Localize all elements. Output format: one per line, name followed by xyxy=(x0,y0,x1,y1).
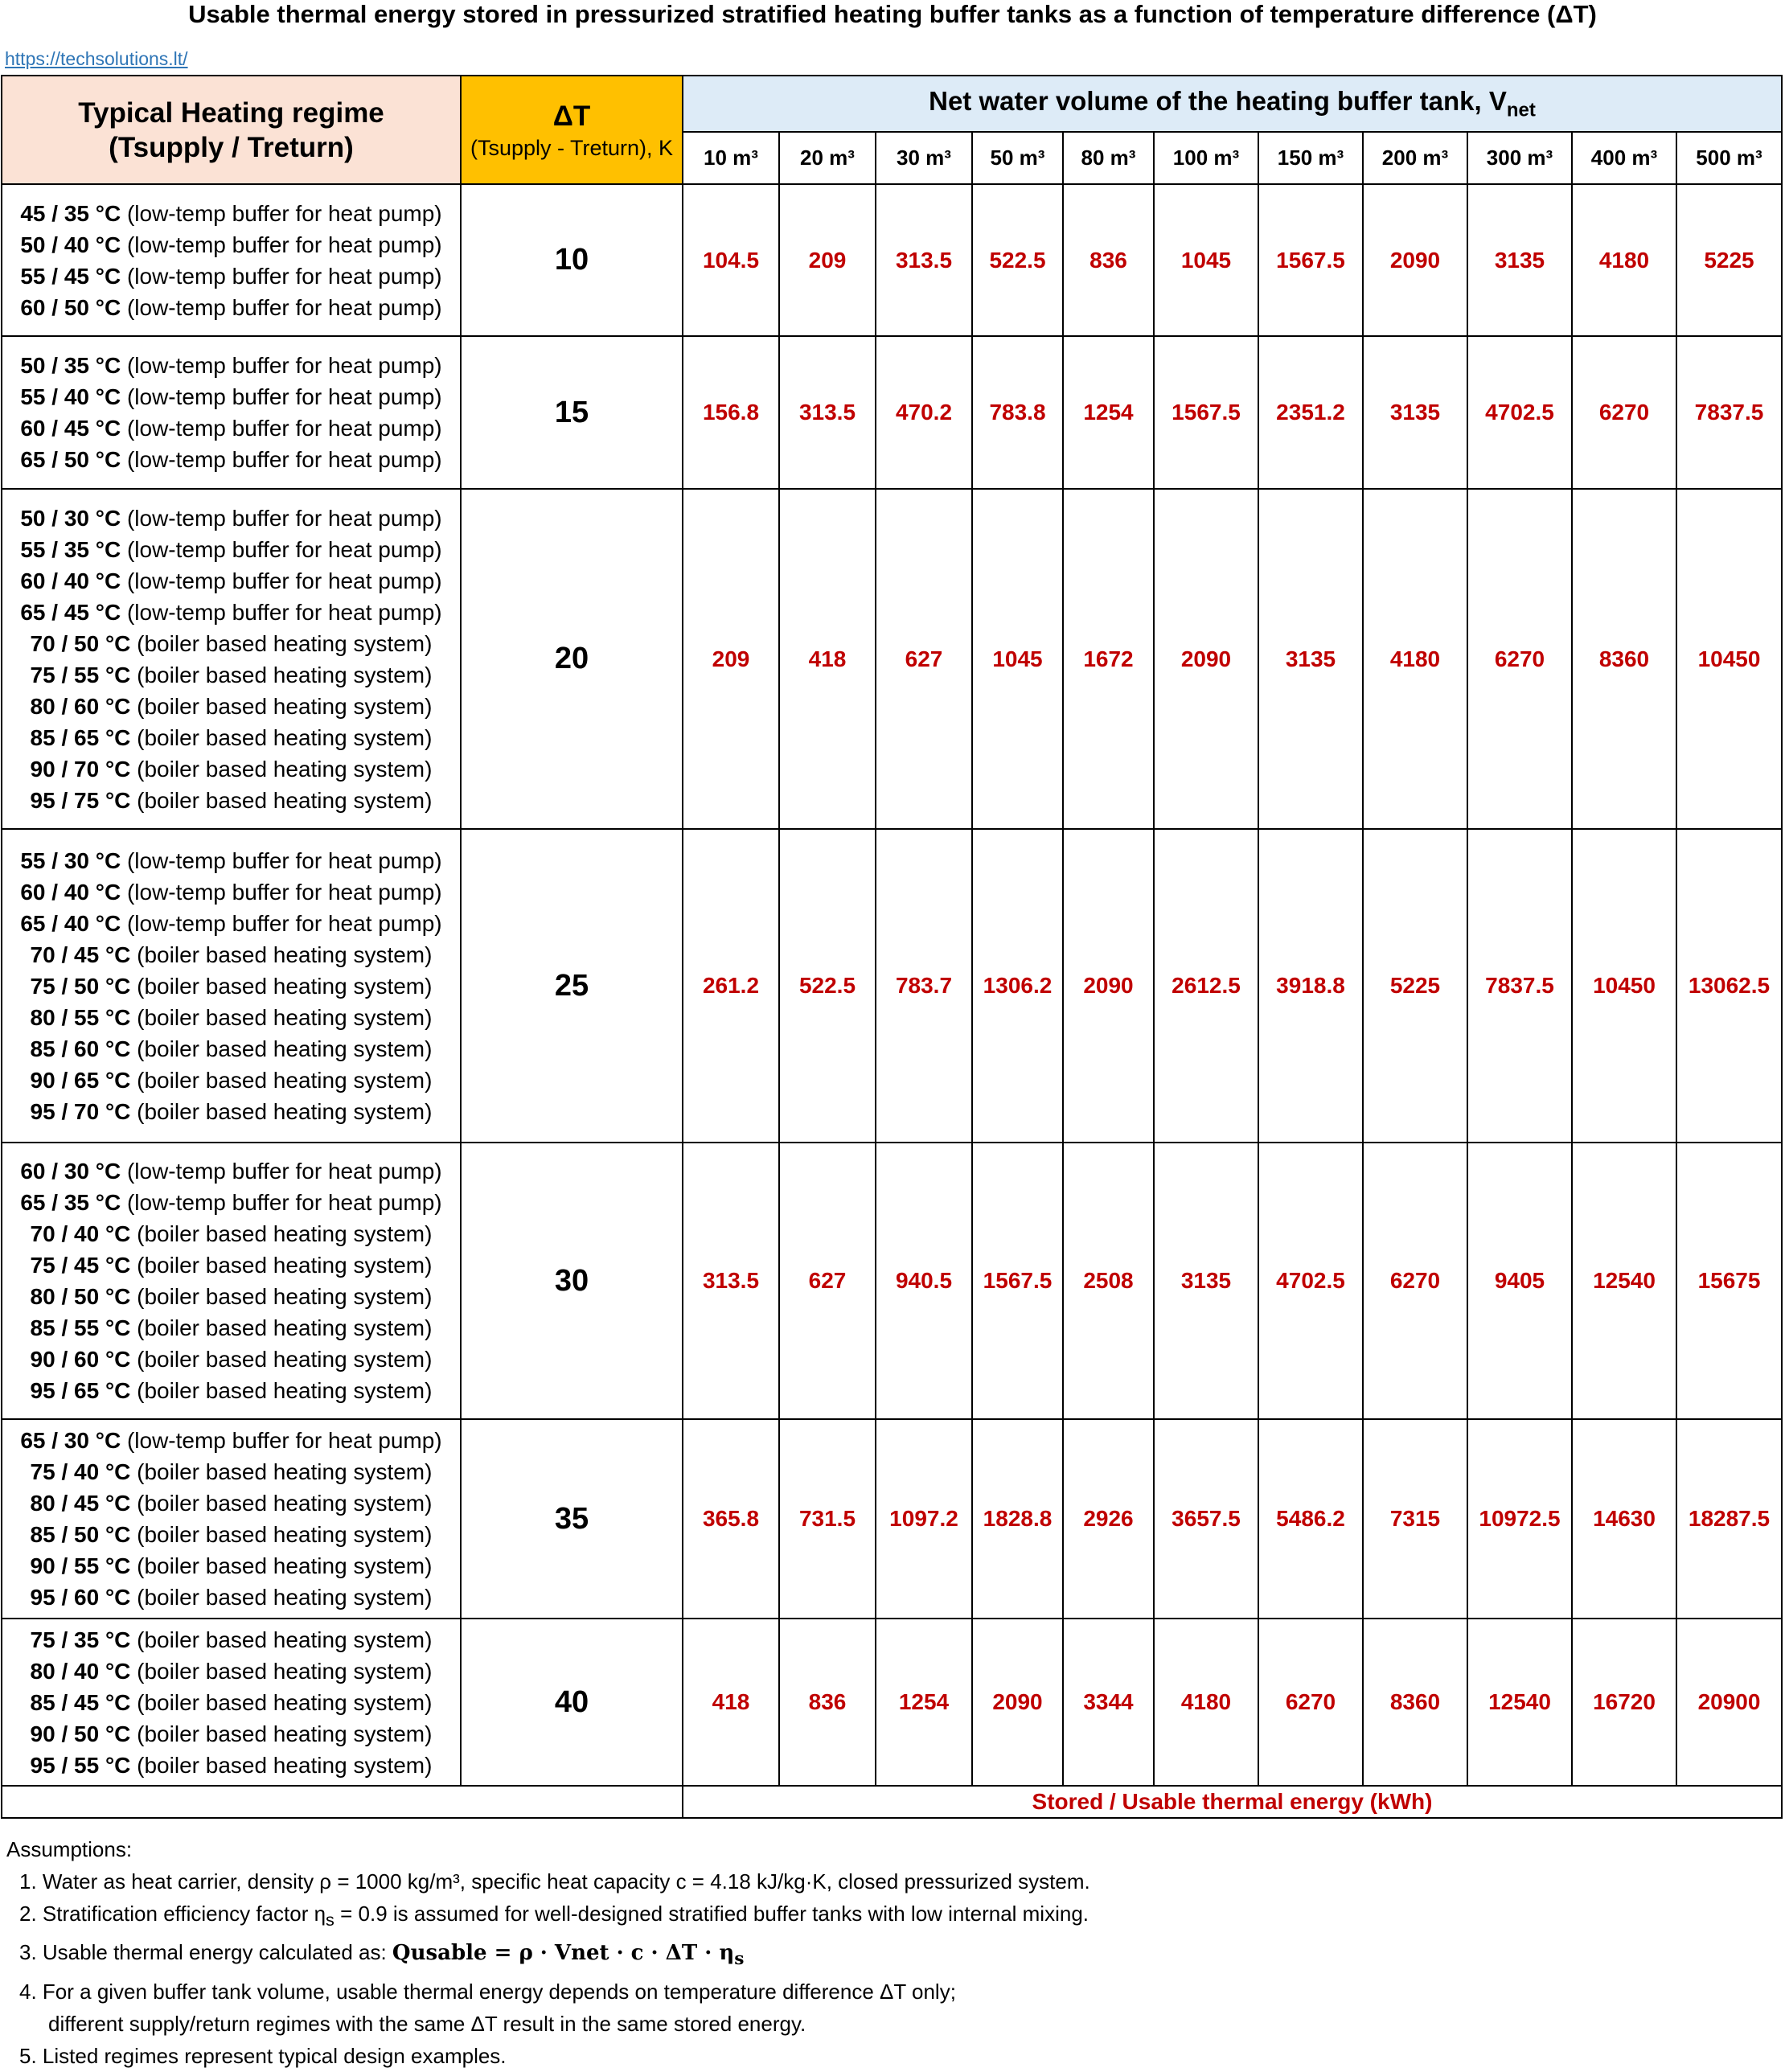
energy-value-cell: 313.5 xyxy=(683,1143,779,1419)
regime-description: (low-temp buffer for heat pump) xyxy=(121,910,442,936)
regime-description: (boiler based heating system) xyxy=(130,1347,433,1372)
energy-value-cell: 156.8 xyxy=(683,336,779,489)
energy-value-cell: 1567.5 xyxy=(1154,336,1258,489)
regime-line xyxy=(2,1065,460,1096)
regime-line xyxy=(2,198,460,229)
regime-description: (low-temp buffer for heat pump) xyxy=(121,599,442,625)
regime-header-line2: (Tsupply / Treturn) xyxy=(109,131,354,163)
energy-value-cell: 627 xyxy=(876,489,972,829)
table-row xyxy=(2,336,1782,489)
regime-line xyxy=(2,939,460,970)
regime-temperature: 80 / 60 °C xyxy=(30,693,131,719)
regime-temperature: 75 / 55 °C xyxy=(30,662,131,687)
regime-description: (low-temp buffer for heat pump) xyxy=(121,294,442,320)
regime-header-line1: Typical Heating regime xyxy=(78,96,384,129)
regime-temperature: 85 / 65 °C xyxy=(30,724,131,750)
regime-temperature: 95 / 70 °C xyxy=(30,1098,131,1124)
regime-temperature: 70 / 50 °C xyxy=(30,630,131,656)
regime-line xyxy=(2,753,460,785)
regime-description: (boiler based heating system) xyxy=(130,662,433,687)
regime-description: (boiler based heating system) xyxy=(130,1553,433,1578)
regime-header xyxy=(2,76,461,184)
energy-value-cell: 3135 xyxy=(1154,1143,1258,1419)
energy-value-cell: 12540 xyxy=(1467,1619,1572,1786)
regime-line xyxy=(2,659,460,691)
regime-description: (boiler based heating system) xyxy=(130,942,433,967)
energy-value-cell: 522.5 xyxy=(972,184,1063,336)
regime-description: (low-temp buffer for heat pump) xyxy=(121,447,442,472)
volume-header-cell: 400 m³ xyxy=(1572,132,1676,184)
formula-subscript: s xyxy=(734,1949,745,1970)
regime-line xyxy=(2,1487,460,1519)
energy-value-cell: 313.5 xyxy=(876,184,972,336)
energy-value-cell: 8360 xyxy=(1572,489,1676,829)
energy-value-cell: 13062.5 xyxy=(1676,829,1782,1143)
regime-line xyxy=(2,1519,460,1550)
energy-value-cell: 1567.5 xyxy=(972,1143,1063,1419)
regime-temperature: 95 / 60 °C xyxy=(30,1585,131,1610)
regime-description: (boiler based heating system) xyxy=(130,1067,433,1093)
regime-line xyxy=(2,1718,460,1750)
net-volume-subscript: net xyxy=(1506,99,1536,121)
regime-description: (boiler based heating system) xyxy=(130,1721,433,1746)
energy-value-cell: 627 xyxy=(779,1143,876,1419)
energy-value-cell: 18287.5 xyxy=(1676,1419,1782,1619)
table-row xyxy=(2,184,1782,336)
regime-line xyxy=(2,1656,460,1687)
energy-value-cell: 10450 xyxy=(1676,489,1782,829)
energy-value-cell: 261.2 xyxy=(683,829,779,1143)
regime-description: (boiler based heating system) xyxy=(130,1253,433,1278)
regime-description: (low-temp buffer for heat pump) xyxy=(121,1428,442,1453)
regime-description: (low-temp buffer for heat pump) xyxy=(121,1159,442,1184)
delta-t-cell: 35 xyxy=(461,1419,683,1619)
regime-temperature: 90 / 65 °C xyxy=(30,1067,131,1093)
energy-value-cell: 9405 xyxy=(1467,1143,1572,1419)
regime-temperature: 70 / 40 °C xyxy=(30,1221,131,1246)
volume-header-cell: 300 m³ xyxy=(1467,132,1572,184)
assumption-note-4: 4. For a given buffer tank volume, usable thermal energy depends on temperature difference ΔT only; xyxy=(19,1980,956,2004)
energy-value-cell: 2926 xyxy=(1063,1419,1154,1619)
assumption-note-2-text-end: = 0.9 is assumed for well-designed stratified buffer tanks with low internal mixing. xyxy=(334,1902,1089,1926)
delta-t-cell: 40 xyxy=(461,1619,683,1786)
regime-line xyxy=(2,845,460,876)
energy-value-cell: 3135 xyxy=(1363,336,1467,489)
delta-t-cell: 20 xyxy=(461,489,683,829)
regime-line xyxy=(2,381,460,412)
energy-value-cell: 1672 xyxy=(1063,489,1154,829)
regime-temperature: 65 / 45 °C xyxy=(20,599,121,625)
delta-t-cell: 25 xyxy=(461,829,683,1143)
energy-value-cell: 209 xyxy=(779,184,876,336)
regime-description: (boiler based heating system) xyxy=(130,630,433,656)
regime-temperature: 65 / 30 °C xyxy=(20,1428,121,1453)
regime-temperature: 65 / 50 °C xyxy=(20,447,121,472)
energy-value-cell: 5486.2 xyxy=(1258,1419,1363,1619)
energy-value-cell: 2508 xyxy=(1063,1143,1154,1419)
regime-list-cell xyxy=(2,1619,461,1786)
energy-value-cell: 7315 xyxy=(1363,1419,1467,1619)
regime-temperature: 45 / 35 °C xyxy=(20,200,121,226)
regime-description: (boiler based heating system) xyxy=(130,1752,433,1778)
energy-value-cell: 12540 xyxy=(1572,1143,1676,1419)
energy-value-cell: 10450 xyxy=(1572,829,1676,1143)
assumption-note-1: 1. Water as heat carrier, density ρ = 1000 kg/m³, specific heat capacity c = 4.18 kJ/kg·K, closed pressurized system. xyxy=(19,1869,1090,1894)
regime-temperature: 50 / 30 °C xyxy=(20,505,121,531)
regime-description: (boiler based heating system) xyxy=(130,756,433,782)
regime-temperature: 60 / 30 °C xyxy=(20,1159,121,1184)
energy-value-cell: 2090 xyxy=(1063,829,1154,1143)
energy-value-cell: 6270 xyxy=(1258,1619,1363,1786)
regime-line xyxy=(2,412,460,444)
energy-value-cell: 836 xyxy=(1063,184,1154,336)
regime-description: (low-temp buffer for heat pump) xyxy=(121,505,442,531)
regime-line xyxy=(2,628,460,659)
regime-line xyxy=(2,1456,460,1487)
energy-value-cell: 940.5 xyxy=(876,1143,972,1419)
regime-line xyxy=(2,1155,460,1187)
energy-value-cell: 104.5 xyxy=(683,184,779,336)
dt-header xyxy=(461,76,683,184)
energy-value-cell: 365.8 xyxy=(683,1419,779,1619)
regime-temperature: 85 / 60 °C xyxy=(30,1036,131,1061)
regime-description: (low-temp buffer for heat pump) xyxy=(121,263,442,289)
regime-line xyxy=(2,970,460,1002)
energy-value-cell: 14630 xyxy=(1572,1419,1676,1619)
regime-temperature: 95 / 65 °C xyxy=(30,1378,131,1403)
table-row xyxy=(2,1143,1782,1419)
regime-temperature: 55 / 45 °C xyxy=(20,263,121,289)
energy-value-cell: 783.7 xyxy=(876,829,972,1143)
regime-description: (low-temp buffer for heat pump) xyxy=(121,232,442,257)
delta-t-cell: 15 xyxy=(461,336,683,489)
energy-value-cell: 2090 xyxy=(972,1619,1063,1786)
regime-temperature: 80 / 40 °C xyxy=(30,1658,131,1684)
regime-line xyxy=(2,1002,460,1033)
energy-value-cell: 1045 xyxy=(1154,184,1258,336)
table-row xyxy=(2,829,1782,1143)
energy-value-cell: 209 xyxy=(683,489,779,829)
regime-list-cell xyxy=(2,184,461,336)
regime-temperature: 90 / 50 °C xyxy=(30,1721,131,1746)
volume-header-cell: 10 m³ xyxy=(683,132,779,184)
regime-description: (boiler based heating system) xyxy=(130,693,433,719)
regime-description: (boiler based heating system) xyxy=(130,1284,433,1309)
energy-value-cell: 783.8 xyxy=(972,336,1063,489)
energy-value-cell: 2090 xyxy=(1363,184,1467,336)
footer-blank-cell xyxy=(2,1786,683,1818)
energy-value-cell: 5225 xyxy=(1363,829,1467,1143)
regime-description: (boiler based heating system) xyxy=(130,1522,433,1547)
assumptions-heading: Assumptions: xyxy=(6,1837,133,1861)
regime-list-cell xyxy=(2,829,461,1143)
regime-description: (boiler based heating system) xyxy=(130,1459,433,1484)
regime-temperature: 70 / 45 °C xyxy=(30,942,131,967)
regime-temperature: 90 / 70 °C xyxy=(30,756,131,782)
energy-value-cell: 4702.5 xyxy=(1467,336,1572,489)
regime-description: (low-temp buffer for heat pump) xyxy=(121,568,442,593)
regime-description: (boiler based heating system) xyxy=(130,1378,433,1403)
regime-list-cell xyxy=(2,336,461,489)
energy-value-cell: 3135 xyxy=(1467,184,1572,336)
regime-line xyxy=(2,1425,460,1456)
energy-value-cell: 1097.2 xyxy=(876,1419,972,1619)
regime-line xyxy=(2,1624,460,1656)
energy-unit-label: Stored / Usable thermal energy (kWh) xyxy=(683,1786,1782,1818)
regime-line xyxy=(2,1187,460,1218)
regime-temperature: 65 / 40 °C xyxy=(20,910,121,936)
energy-value-cell: 5225 xyxy=(1676,184,1782,336)
regime-list-cell xyxy=(2,1419,461,1619)
regime-description: (boiler based heating system) xyxy=(130,1004,433,1030)
regime-description: (boiler based heating system) xyxy=(130,973,433,999)
regime-line xyxy=(2,444,460,475)
regime-description: (boiler based heating system) xyxy=(130,1315,433,1340)
regime-line xyxy=(2,503,460,534)
energy-value-cell: 1828.8 xyxy=(972,1419,1063,1619)
delta-t-cell: 10 xyxy=(461,184,683,336)
dt-header-line1: ΔT xyxy=(552,100,591,132)
regime-list-cell xyxy=(2,489,461,829)
regime-line xyxy=(2,292,460,323)
table-row xyxy=(2,489,1782,829)
usable-energy-formula: Qusable = ρ · Vnet · c · ΔT · η xyxy=(392,1941,735,1966)
header-row xyxy=(2,76,1782,132)
regime-temperature: 65 / 35 °C xyxy=(20,1190,121,1215)
volume-header-cell: 20 m³ xyxy=(779,132,876,184)
regime-list-cell xyxy=(2,1143,461,1419)
regime-temperature: 90 / 55 °C xyxy=(30,1553,131,1578)
regime-line xyxy=(2,1218,460,1249)
regime-description: (low-temp buffer for heat pump) xyxy=(121,200,442,226)
energy-value-cell: 3135 xyxy=(1258,489,1363,829)
energy-value-cell: 4180 xyxy=(1363,489,1467,829)
energy-value-cell: 3918.8 xyxy=(1258,829,1363,1143)
energy-table xyxy=(1,75,1783,1819)
regime-line xyxy=(2,1281,460,1312)
regime-temperature: 60 / 40 °C xyxy=(20,568,121,593)
volume-header-cell: 50 m³ xyxy=(972,132,1063,184)
assumption-note-3 xyxy=(6,1936,1090,1976)
regime-temperature: 85 / 55 °C xyxy=(30,1315,131,1340)
regime-line xyxy=(2,1375,460,1406)
energy-value-cell: 10972.5 xyxy=(1467,1419,1572,1619)
assumption-note-4-continued: different supply/return regimes with the same ΔT result in the same stored energy. xyxy=(48,2012,806,2037)
regime-line xyxy=(2,691,460,722)
energy-value-cell: 2090 xyxy=(1154,489,1258,829)
regime-description: (low-temp buffer for heat pump) xyxy=(121,847,442,873)
regime-description: (boiler based heating system) xyxy=(130,1658,433,1684)
regime-line xyxy=(2,785,460,816)
regime-description: (low-temp buffer for heat pump) xyxy=(121,536,442,562)
energy-value-cell: 1567.5 xyxy=(1258,184,1363,336)
regime-temperature: 55 / 35 °C xyxy=(20,536,121,562)
energy-value-cell: 3657.5 xyxy=(1154,1419,1258,1619)
regime-temperature: 75 / 35 °C xyxy=(30,1627,131,1652)
net-volume-header-label: Net water volume of the heating buffer tank, V xyxy=(929,85,1507,116)
energy-value-cell: 6270 xyxy=(1572,336,1676,489)
regime-line xyxy=(2,229,460,261)
assumptions xyxy=(6,1833,1090,2072)
energy-value-cell: 1306.2 xyxy=(972,829,1063,1143)
regime-temperature: 55 / 30 °C xyxy=(20,847,121,873)
regime-line xyxy=(2,534,460,565)
regime-description: (low-temp buffer for heat pump) xyxy=(121,384,442,409)
volume-header-cell: 100 m³ xyxy=(1154,132,1258,184)
regime-description: (boiler based heating system) xyxy=(130,1221,433,1246)
regime-line xyxy=(2,1582,460,1613)
volume-header-cell: 200 m³ xyxy=(1363,132,1467,184)
regime-temperature: 95 / 55 °C xyxy=(30,1752,131,1778)
regime-line xyxy=(2,1249,460,1281)
regime-description: (low-temp buffer for heat pump) xyxy=(121,1190,442,1215)
regime-temperature: 95 / 75 °C xyxy=(30,787,131,813)
assumption-note-2 xyxy=(6,1898,1090,1936)
energy-value-cell: 4180 xyxy=(1572,184,1676,336)
volume-header-cell: 30 m³ xyxy=(876,132,972,184)
energy-value-cell: 1254 xyxy=(876,1619,972,1786)
energy-value-cell: 470.2 xyxy=(876,336,972,489)
regime-line xyxy=(2,1687,460,1718)
regime-line xyxy=(2,722,460,753)
net-volume-header xyxy=(683,76,1782,132)
regime-temperature: 90 / 60 °C xyxy=(30,1347,131,1372)
energy-value-cell: 4180 xyxy=(1154,1619,1258,1786)
table-row xyxy=(2,1419,1782,1619)
regime-temperature: 60 / 45 °C xyxy=(20,416,121,441)
regime-description: (boiler based heating system) xyxy=(130,724,433,750)
regime-line xyxy=(2,908,460,939)
regime-temperature: 60 / 50 °C xyxy=(20,294,121,320)
assumption-note-2-sub: s xyxy=(326,1910,334,1930)
regime-description: (boiler based heating system) xyxy=(130,1627,433,1652)
energy-value-cell: 6270 xyxy=(1467,489,1572,829)
regime-temperature: 80 / 50 °C xyxy=(30,1284,131,1309)
energy-value-cell: 522.5 xyxy=(779,829,876,1143)
regime-temperature: 55 / 40 °C xyxy=(20,384,121,409)
energy-value-cell: 313.5 xyxy=(779,336,876,489)
volume-header-cell: 150 m³ xyxy=(1258,132,1363,184)
regime-line xyxy=(2,1312,460,1344)
energy-value-cell: 2351.2 xyxy=(1258,336,1363,489)
page-title: Usable thermal energy stored in pressurized stratified heating buffer tanks as a function of temperature difference (ΔT) xyxy=(188,0,1597,28)
regime-line xyxy=(2,261,460,292)
regime-temperature: 85 / 45 °C xyxy=(30,1689,131,1715)
regime-temperature: 75 / 45 °C xyxy=(30,1253,131,1278)
table-row xyxy=(2,1619,1782,1786)
regime-line xyxy=(2,1033,460,1065)
regime-temperature: 60 / 40 °C xyxy=(20,879,121,905)
energy-value-cell: 16720 xyxy=(1572,1619,1676,1786)
regime-line xyxy=(2,876,460,908)
volume-header-cell: 500 m³ xyxy=(1676,132,1782,184)
energy-value-cell: 2612.5 xyxy=(1154,829,1258,1143)
regime-line xyxy=(2,1550,460,1582)
regime-description: (boiler based heating system) xyxy=(130,1491,433,1516)
source-link[interactable]: https://techsolutions.lt/ xyxy=(5,48,188,69)
regime-line xyxy=(2,1096,460,1127)
regime-description: (boiler based heating system) xyxy=(130,1585,433,1610)
regime-line xyxy=(2,350,460,381)
energy-value-cell: 20900 xyxy=(1676,1619,1782,1786)
regime-description: (boiler based heating system) xyxy=(130,1098,433,1124)
regime-temperature: 80 / 45 °C xyxy=(30,1491,131,1516)
regime-description: (boiler based heating system) xyxy=(130,1689,433,1715)
energy-value-cell: 3344 xyxy=(1063,1619,1154,1786)
regime-temperature: 75 / 50 °C xyxy=(30,973,131,999)
energy-value-cell: 15675 xyxy=(1676,1143,1782,1419)
regime-temperature: 80 / 55 °C xyxy=(30,1004,131,1030)
energy-value-cell: 836 xyxy=(779,1619,876,1786)
regime-temperature: 50 / 35 °C xyxy=(20,353,121,378)
energy-value-cell: 1045 xyxy=(972,489,1063,829)
regime-temperature: 50 / 40 °C xyxy=(20,232,121,257)
assumption-note-5: 5. Listed regimes represent typical design examples. xyxy=(19,2044,507,2069)
volume-header-cell: 80 m³ xyxy=(1063,132,1154,184)
energy-value-cell: 418 xyxy=(779,489,876,829)
assumption-note-2-text: 2. Stratification efficiency factor η xyxy=(19,1902,326,1926)
energy-value-cell: 6270 xyxy=(1363,1143,1467,1419)
regime-temperature: 85 / 50 °C xyxy=(30,1522,131,1547)
regime-temperature: 75 / 40 °C xyxy=(30,1459,131,1484)
energy-value-cell: 8360 xyxy=(1363,1619,1467,1786)
footer-row xyxy=(2,1786,1782,1818)
dt-header-line2: (Tsupply - Treturn), K xyxy=(470,135,674,160)
delta-t-cell: 30 xyxy=(461,1143,683,1419)
energy-value-cell: 1254 xyxy=(1063,336,1154,489)
regime-description: (low-temp buffer for heat pump) xyxy=(121,879,442,905)
energy-value-cell: 731.5 xyxy=(779,1419,876,1619)
regime-line xyxy=(2,1750,460,1781)
regime-line xyxy=(2,1344,460,1375)
energy-value-cell: 4702.5 xyxy=(1258,1143,1363,1419)
assumption-note-3-text: 3. Usable thermal energy calculated as: xyxy=(19,1940,392,1965)
regime-description: (low-temp buffer for heat pump) xyxy=(121,416,442,441)
energy-value-cell: 7837.5 xyxy=(1676,336,1782,489)
table-body xyxy=(2,76,1782,1818)
energy-value-cell: 418 xyxy=(683,1619,779,1786)
regime-description: (boiler based heating system) xyxy=(130,787,433,813)
regime-description: (boiler based heating system) xyxy=(130,1036,433,1061)
regime-line xyxy=(2,597,460,628)
regime-line xyxy=(2,565,460,597)
regime-description: (low-temp buffer for heat pump) xyxy=(121,353,442,378)
energy-value-cell: 7837.5 xyxy=(1467,829,1572,1143)
